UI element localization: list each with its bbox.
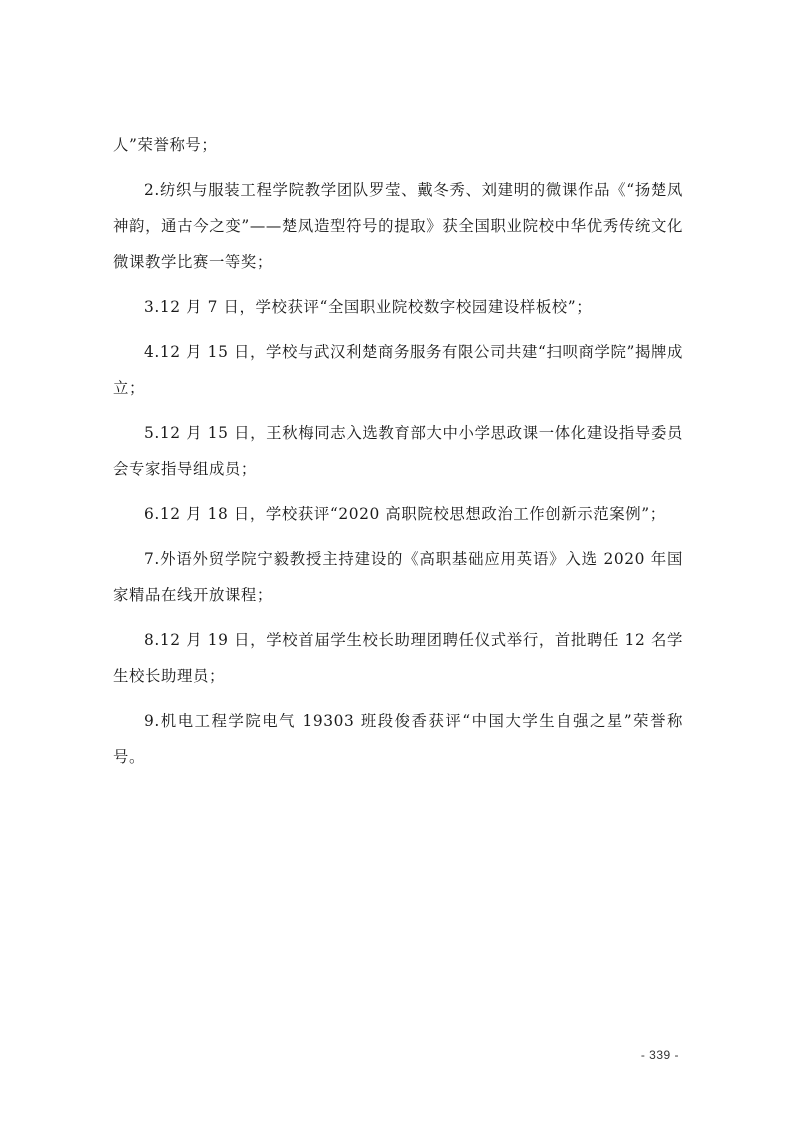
list-item-6: 6.12 月 18 日，学校获评“2020 高职院校思想政治工作创新示范案例”； <box>144 505 666 523</box>
list-item-8: 8.12 月 19 日，学校首届学生校长助理团聘任仪式举行，首批聘任 12 名学生校长助理员； <box>113 631 683 685</box>
paragraph-continuation: 人”荣誉称号； <box>113 136 218 154</box>
document-body <box>113 127 683 775</box>
page-number: - 339 - <box>640 1048 679 1062</box>
list-item-2: 2.纺织与服装工程学院教学团队罗莹、戴冬秀、刘建明的微课作品《“扬楚凤神韵，通古今之变”——楚凤造型符号的提取》获全国职业院校中华优秀传统文化微课教学比赛一等奖； <box>113 181 683 271</box>
list-item-5: 5.12 月 15 日，王秋梅同志入选教育部大中小学思政课一体化建设指导委员会专家指导组成员； <box>113 424 683 478</box>
list-item-7: 7.外语外贸学院宁毅教授主持建设的《高职基础应用英语》入选 2020 年国家精品在线开放课程； <box>113 550 683 604</box>
list-item-9: 9.机电工程学院电气 19303 班段俊香获评“中国大学生自强之星”荣誉称号。 <box>113 712 683 766</box>
list-item-4: 4.12 月 15 日，学校与武汉利楚商务服务有限公司共建“扫呗商学院”揭牌成立； <box>113 343 683 397</box>
list-item-3: 3.12 月 7 日，学校获评“全国职业院校数字校园建设样板校”； <box>144 298 593 316</box>
